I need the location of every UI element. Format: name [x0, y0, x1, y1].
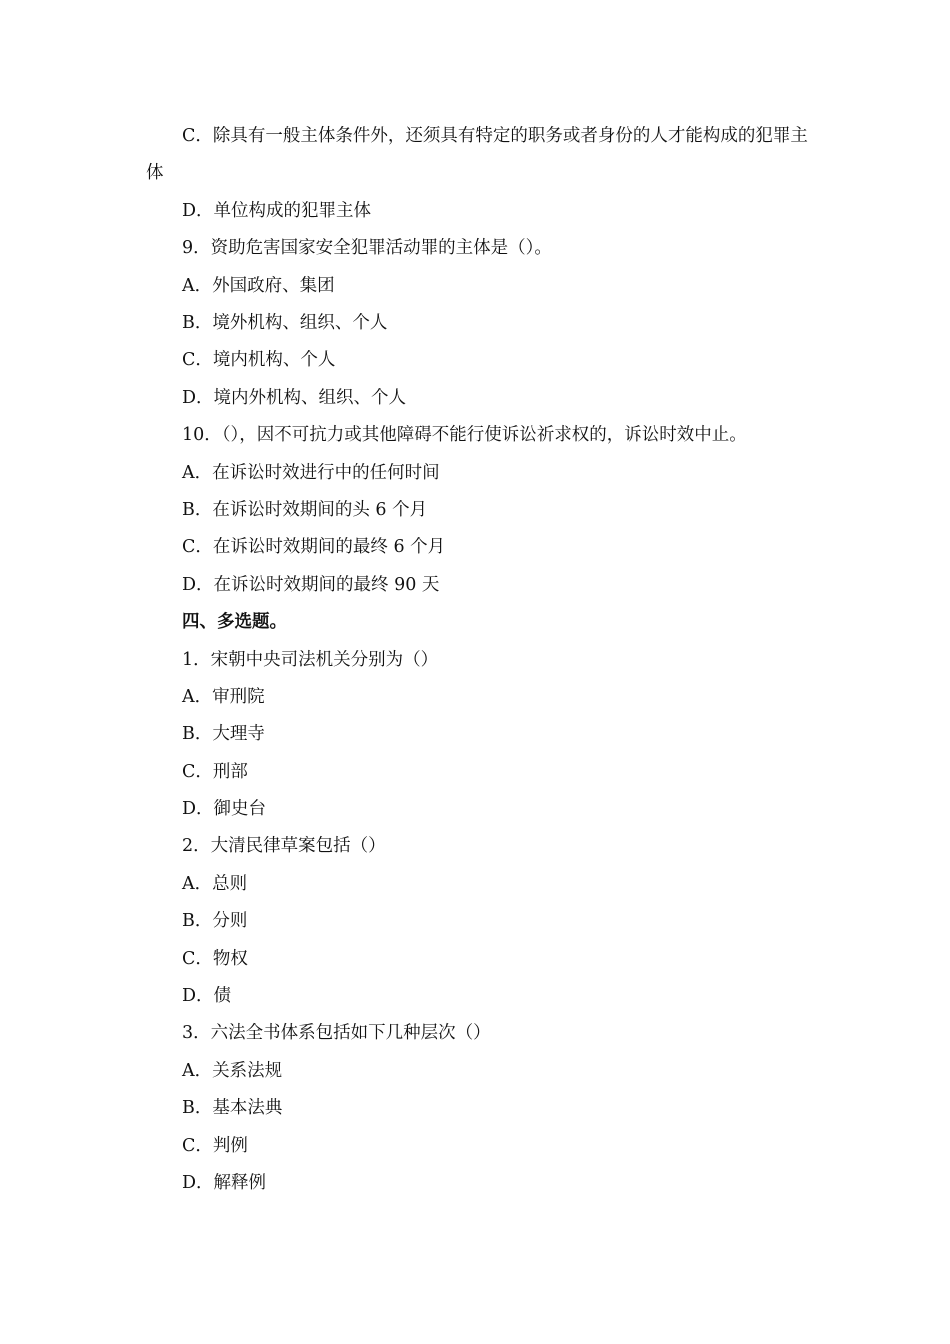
- option-10b: B．在诉讼时效期间的头 6 个月: [182, 499, 428, 520]
- mc-option-3a: A．关系法规: [182, 1060, 283, 1081]
- option-8c: C．除具有一般主体条件外，还须具有特定的职务或者身份的人才能构成的犯罪主体: [146, 126, 808, 184]
- mc-option-2d: D．债: [182, 986, 232, 1007]
- option-10d: D．在诉讼时效期间的最终 90 天: [182, 574, 440, 595]
- option-10a: A．在诉讼时效进行中的任何时间: [182, 462, 440, 483]
- document-body: [146, 118, 810, 1202]
- mc-option-1d: D．御史台: [182, 799, 267, 820]
- option-9d: D．境内外机构、组织、个人: [182, 387, 407, 408]
- mc-option-2c: C．物权: [182, 948, 248, 969]
- section-heading-multiple-choice: 四、多选题。: [182, 612, 287, 633]
- mc-option-1c: C．刑部: [182, 761, 248, 782]
- mc-option-2a: A．总则: [182, 873, 248, 894]
- mc-option-3b: B．基本法典: [182, 1098, 283, 1119]
- mc-option-1b: B．大理寺: [182, 724, 265, 745]
- mc-question-3: 3．六法全书体系包括如下几种层次（）: [182, 1023, 491, 1044]
- option-10c: C．在诉讼时效期间的最终 6 个月: [182, 537, 446, 558]
- mc-option-3d: D．解释例: [182, 1172, 267, 1193]
- mc-question-2: 2．大清民律草案包括（）: [182, 836, 386, 857]
- mc-option-3c: C．判例: [182, 1135, 248, 1156]
- mc-question-1: 1．宋朝中央司法机关分别为（）: [182, 649, 439, 670]
- option-8d: D．单位构成的犯罪主体: [182, 200, 372, 221]
- question-9: 9．资助危害国家安全犯罪活动罪的主体是（）。: [182, 238, 552, 259]
- mc-option-2b: B．分则: [182, 911, 248, 932]
- question-10: 10．（），因不可抗力或其他障碍不能行使诉讼祈求权的，诉讼时效中止。: [182, 425, 747, 446]
- mc-option-1a: A．审刑院: [182, 686, 265, 707]
- option-9b: B．境外机构、组织、个人: [182, 312, 388, 333]
- option-9c: C．境内机构、个人: [182, 350, 336, 371]
- option-9a: A．外国政府、集团: [182, 275, 335, 296]
